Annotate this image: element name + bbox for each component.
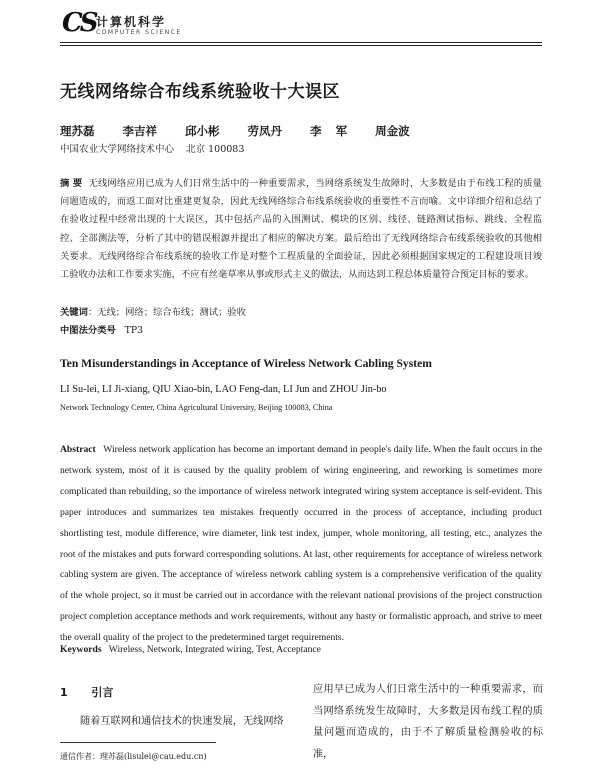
section-title: 引言 bbox=[91, 686, 114, 699]
header-rule bbox=[60, 42, 542, 43]
paper-title-cn: 无线网络综合布线系统验收十大误区 bbox=[60, 82, 340, 102]
journal-name-en: COMPUTER SCIENCE bbox=[96, 29, 182, 36]
abstract-cn bbox=[60, 175, 542, 284]
abstract-en-label: Abstract bbox=[60, 444, 96, 455]
paper-title-en: Ten Misunderstandings in Acceptance of Wireless Network Cabling System bbox=[60, 357, 432, 370]
footnote-corresponding-author: 通信作者：理苏磊(lisulei@cau.edu.cn) bbox=[60, 752, 207, 761]
affiliation-cn: 中国农业大学网络技术中心 北京 100083 bbox=[60, 144, 245, 155]
abstract-cn-text: 无线网络应用已成为人们日常生活中的一种重要需求，当网络系统发生故障时，大多数是由于布线工程的质量问题造成的，而返工面对比重建更复杂，因此无线网络综合布线系统验收的重要性不言而喻。文中详细介绍和总结了在验收过程中经常出现的十大误区，其中包括产品的入围测试、模块的区别、线径、链路测试指标、跳线、全程监控、全部测法等，分析了其中的错误根源并提出了相应的解决方案。最后给出了无线网络综合布线系统验收的其他相关要求。无线网络综合布线系统的验收工作是对整个工程质量的全面验证，因此必须根据国家规定的工程建设项目竣工验收办法和工作要求实施，不应有丝毫草率从事或形式主义的做法，从而达到工程总体质量符合预定目标的要求。 bbox=[60, 178, 542, 281]
clc-value: TP3 bbox=[124, 325, 144, 336]
journal-logo-mark: CS bbox=[62, 8, 96, 38]
affiliation-en: Network Technology Center, China Agricultural University, Beijing 100083, China bbox=[60, 403, 333, 412]
intro-paragraph-right: 应用早已成为人们日常生活中的一种重要需求，而当网络系统发生故障时，大多数是因布线工程的质量问题而造成的，由于不了解质量检测验收的标准， bbox=[313, 684, 543, 760]
keywords-cn-label: 关键词 bbox=[60, 307, 88, 318]
section-heading-intro bbox=[60, 684, 113, 700]
abstract-cn-label: 摘 要 bbox=[60, 178, 83, 189]
footnote-rule bbox=[60, 742, 216, 743]
keywords-cn bbox=[60, 304, 246, 318]
keywords-en-label: Keywords bbox=[60, 644, 102, 655]
authors-cn: 理苏磊 李吉祥 邱小彬 劳凤丹 李 军 周金波 bbox=[60, 124, 410, 138]
keywords-en bbox=[60, 644, 321, 655]
header-rule-thin bbox=[60, 45, 542, 46]
clc-number bbox=[60, 322, 143, 336]
abstract-en bbox=[60, 440, 542, 649]
authors-en: LI Su-lei, LI Ji-xiang, QIU Xiao-bin, LAO Feng-dan, LI Jun and ZHOU Jin-bo bbox=[60, 384, 387, 395]
clc-label: 中图法分类号 bbox=[60, 325, 116, 336]
keywords-en-text: Wireless, Network, Integrated wiring, Test, Acceptance bbox=[108, 644, 321, 655]
abstract-en-text: Wireless network application has become an important demand in people's daily life. When the fault occurs in the network system, most of it is caused by the quality problem of wiring engineering, and reworking is sometimes more complicated than rebuilding, so the importance of wireless network integrated wiring system acceptance is self-evident. This paper introduces and summarizes ten mistakes frequently occurred in the process of acceptance, including product shortlisting test, module difference, wire diameter, link test index, jumper, whole monitoring, all testing, etc., analyzes the root of the mistakes and puts forward corresponding solutions. At last, other requirements for acceptance of wireless network cabling system are given. The acceptance of wireless network cabling system is a comprehensive verification of the quality of the whole project, so it must be carried out in accordance with the relevant national provisions of the project construction project completion acceptance methods and work requirements, without any hasty or formalistic approach, and strive to meet the overall quality of the project to the predetermined target requirements. bbox=[60, 444, 542, 644]
intro-paragraph-left: 随着互联网和通信技术的快速发展，无线网络 bbox=[80, 716, 284, 727]
keywords-cn-text: ：无线；网络；综合布线；测试；验收 bbox=[87, 307, 246, 318]
journal-name-cn: 计算机科学 bbox=[96, 15, 167, 29]
section-number: 1 bbox=[60, 686, 68, 699]
